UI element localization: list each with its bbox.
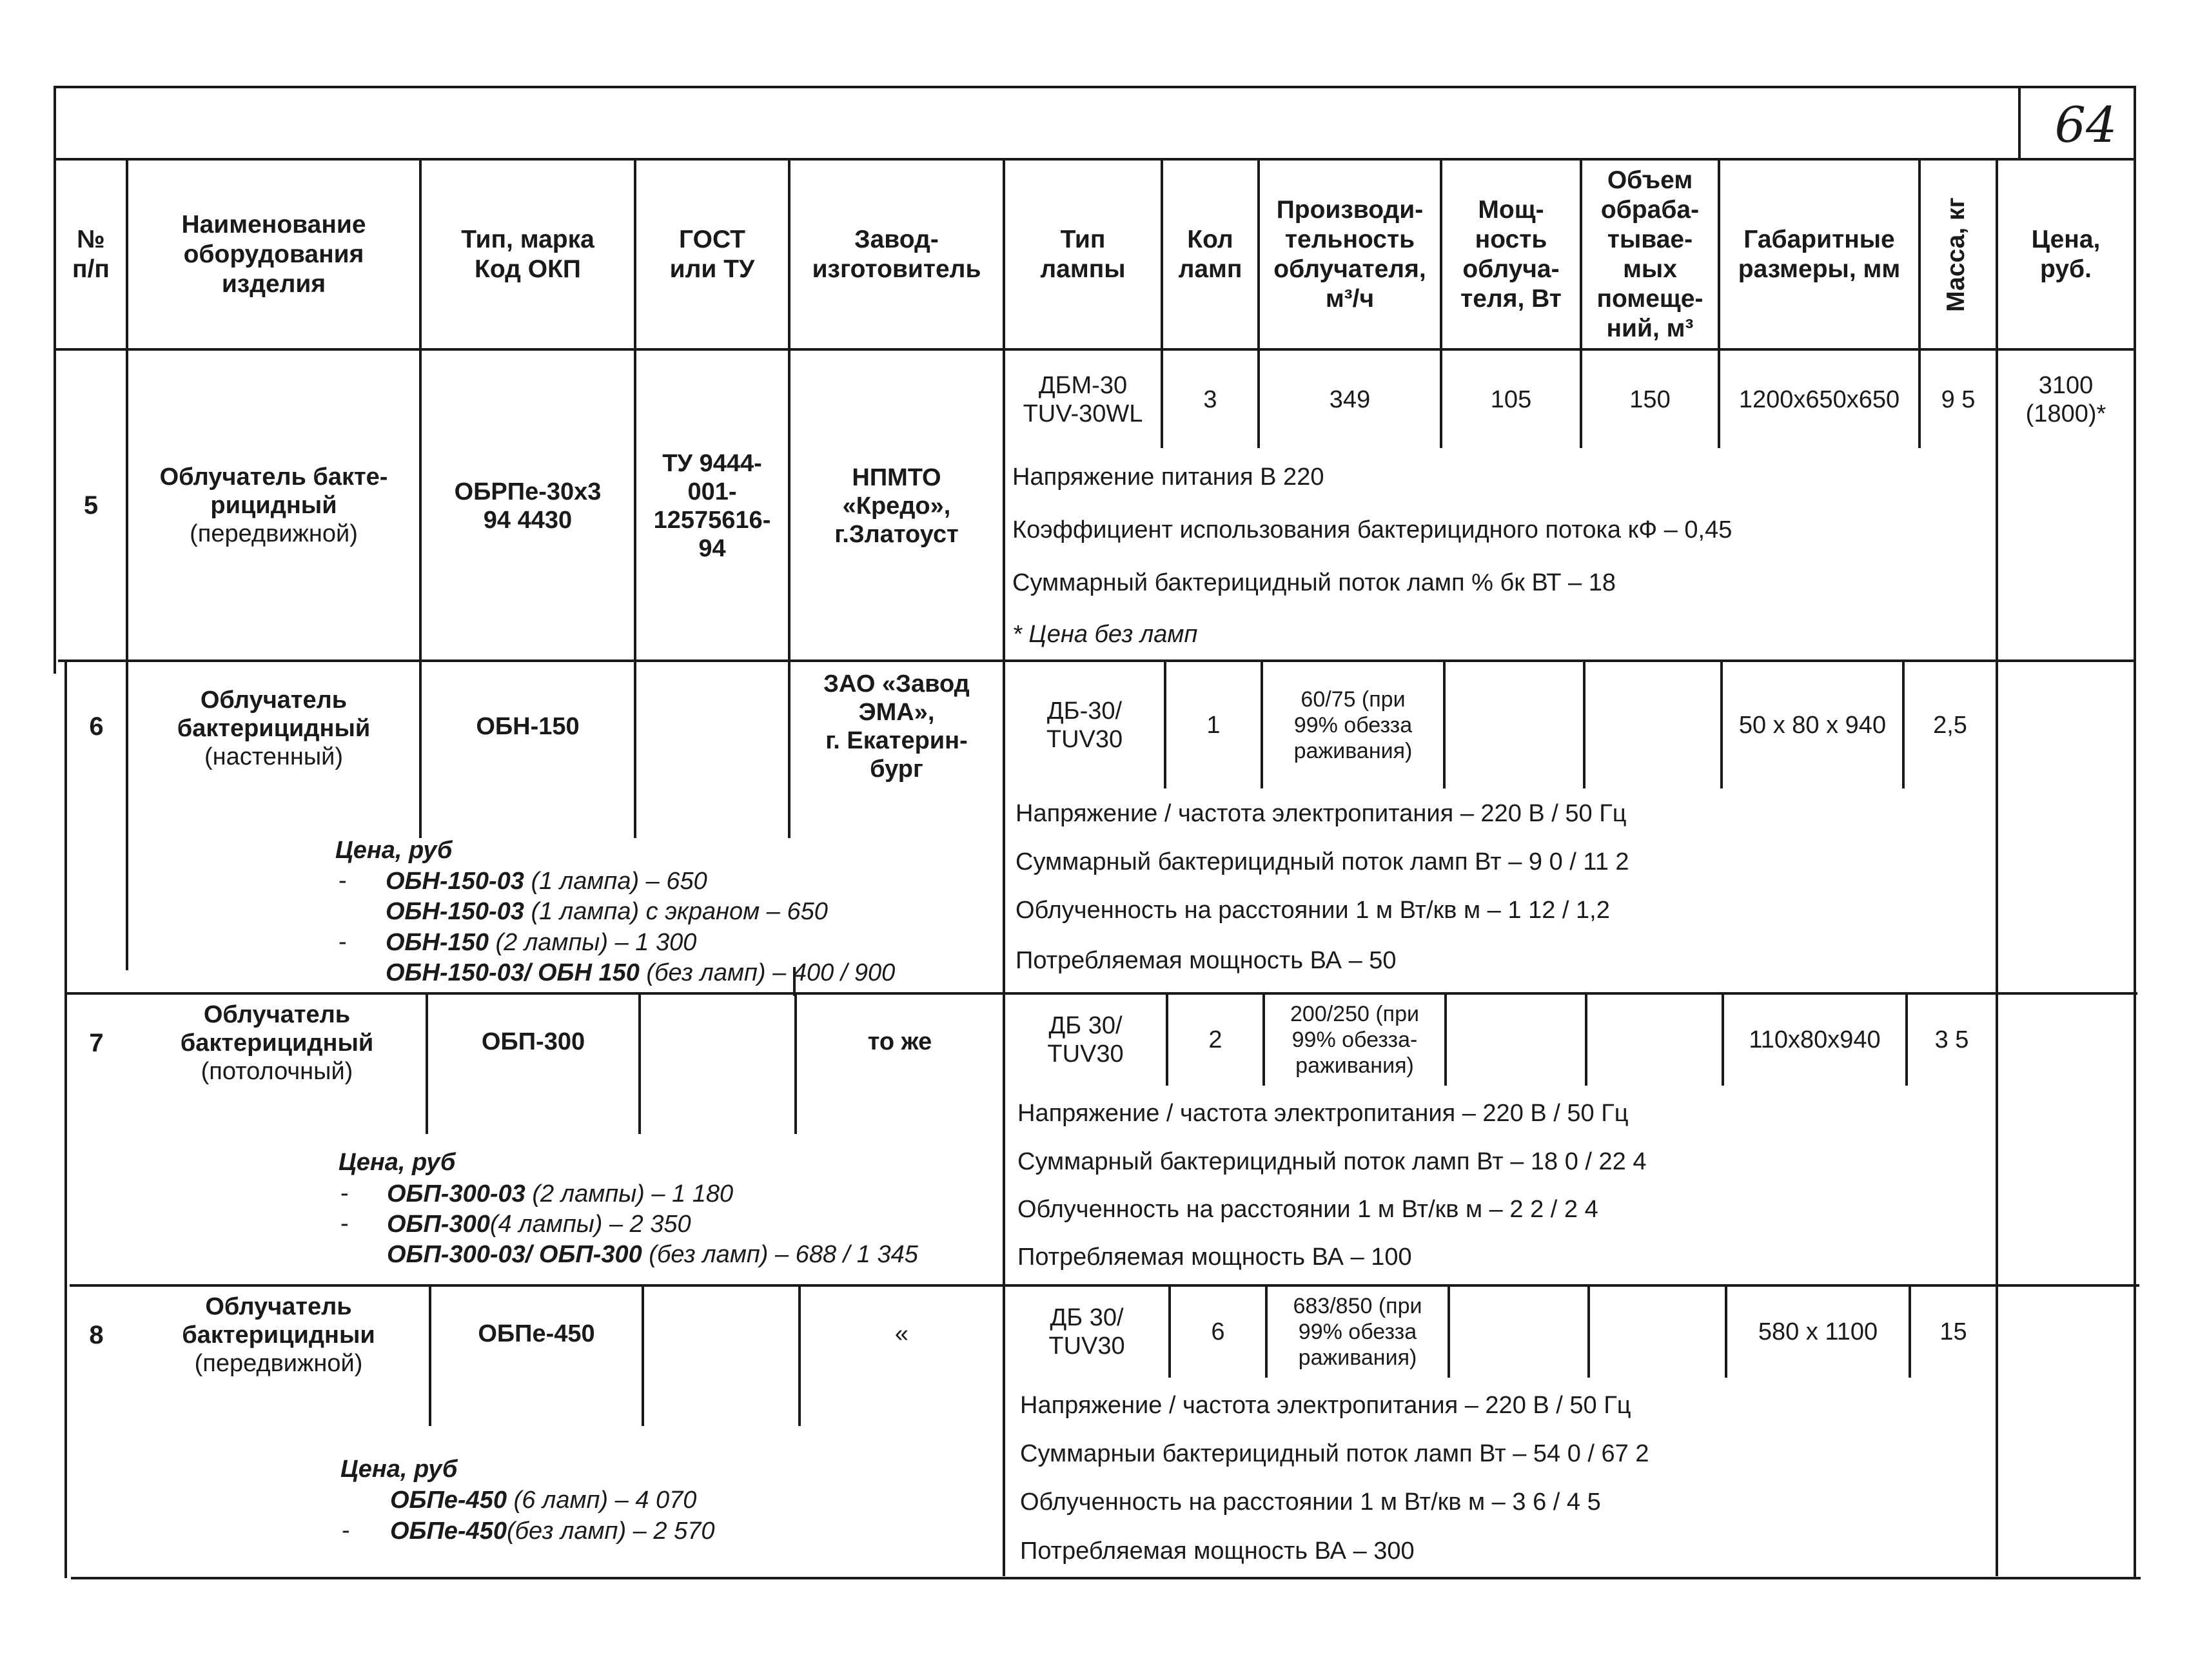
item-name-main: Облучатель бактерицидныи	[182, 1293, 375, 1349]
item-price	[1998, 1287, 2134, 1377]
price-item-rest: (4 лампы) – 2 350	[489, 1211, 691, 1238]
item-dims: 580 х 1100	[1758, 1318, 1878, 1345]
price-item	[386, 867, 707, 895]
price-item-name: ОБП-300	[387, 1211, 490, 1238]
item-gost	[644, 1287, 798, 1380]
price-item-rest: (2 лампы) – 1 180	[525, 1180, 734, 1207]
item-count: 6	[1211, 1318, 1225, 1345]
item-price	[1998, 995, 2134, 1085]
item-name-sub: (настенный)	[204, 743, 344, 770]
item-gost	[636, 662, 788, 791]
price-item	[386, 959, 895, 987]
item-price	[1998, 664, 2134, 786]
item-gost	[641, 995, 794, 1088]
item-perf: 683/850 (при 99% обезза раживания)	[1293, 1294, 1422, 1370]
item-name-sub: (передвижной)	[190, 520, 358, 547]
item-lamp: ДБ 30/ TUV30	[1048, 1304, 1125, 1360]
item-name-main: Облучатель бактерицидный	[177, 687, 371, 742]
item-maker: то же	[867, 1028, 932, 1055]
item-type: ОБРПе-30х3 94 4430	[454, 478, 602, 534]
header-count: Кол ламп	[1178, 225, 1242, 283]
spec-line: Облученность на расстоянии 1 м Вт/кв м – 3 6 / 4 5	[1020, 1489, 1601, 1516]
item-mass: 2,5	[1933, 712, 1967, 739]
item-name	[128, 670, 419, 786]
price-item-rest: (2 лампы) – 1 300	[488, 929, 697, 956]
spec-line: Потребляемая мощность ВА – 100	[1017, 1244, 1412, 1271]
item-name	[128, 351, 419, 659]
spec-line: Облученность на расстоянии 1 м Вт/кв м – 2 2 / 2 4	[1017, 1196, 1598, 1223]
spec-line: Напряжение / частота электропитания – 220 В / 50 Гц	[1020, 1392, 1631, 1419]
price-item-name: ОБП-300-03	[387, 1180, 525, 1207]
item-type: ОБПе-450	[478, 1320, 595, 1347]
item-name-sub: (потолочный)	[201, 1058, 353, 1085]
item-volume	[1587, 995, 1722, 1085]
price-item-rest: (6 ламп) – 4 070	[506, 1487, 697, 1514]
item-volume	[1585, 664, 1720, 786]
item-power: 105	[1490, 386, 1532, 413]
price-dash: -	[339, 928, 347, 955]
item-volume	[1590, 1287, 1725, 1377]
price-item	[387, 1240, 918, 1269]
price-item-name: ОБН-150	[386, 929, 489, 956]
price-dash: -	[339, 867, 347, 894]
spec-line: Суммарный бактерицидный поток ламп Вт – 9 0 / 11 2	[1016, 848, 1629, 875]
item-type: ОБН-150	[476, 713, 580, 740]
item-mass: 15	[1939, 1318, 1967, 1345]
item-perf: 200/250 (при 99% обезза- раживания)	[1290, 1002, 1419, 1078]
item-name-main: Облучатель бактерицидный	[180, 1001, 374, 1057]
item-power	[1446, 664, 1583, 786]
row-number: 5	[83, 491, 99, 520]
price-item-name: ОБН-150-03	[386, 868, 524, 895]
price-item-name: ОБН-150-03/ ОБН 150	[386, 959, 640, 986]
item-name	[128, 1287, 429, 1383]
price-item-rest: (без ламп) – 400 / 900	[639, 959, 896, 986]
price-title: Цена, руб	[335, 837, 453, 864]
price-dash: -	[340, 1210, 349, 1237]
item-count: 2	[1208, 1026, 1222, 1053]
item-count: 3	[1203, 386, 1217, 413]
header-volume: Объем обраба- тывае- мых помеще- ний, м³	[1596, 166, 1703, 342]
item-power	[1450, 1287, 1587, 1377]
price-item-name: ОБПе-450	[390, 1487, 507, 1514]
spec-line: Напряжение питания В 220	[1012, 464, 1324, 491]
spec-line: Напряжение / частота электропитания – 220 В / 50 Гц	[1017, 1100, 1629, 1127]
header-num: № п/п	[72, 225, 110, 283]
header-type: Тип, марка Код ОКП	[461, 225, 594, 283]
price-item-rest: (1 лампа) – 650	[524, 868, 707, 895]
item-lamp: ДБ 30/ TUV30	[1047, 1012, 1124, 1068]
header-dims: Габаритные размеры, мм	[1738, 225, 1901, 283]
header-lamp: Тип лампы	[1040, 225, 1126, 283]
item-maker: «	[894, 1320, 909, 1347]
price-item	[386, 928, 696, 957]
spec-line: Суммарныи бактерицидный поток ламп Вт – 54 0 / 67 2	[1020, 1440, 1649, 1467]
spec-line: Суммарный бактерицидный поток ламп % бк ВТ – 18	[1012, 569, 1616, 596]
header-maker: Завод- изготовитель	[812, 225, 981, 283]
price-item-rest: (1 лампа) с экраном – 650	[524, 898, 828, 925]
spec-line: Напряжение / частота электропитания – 220 В / 50 Гц	[1016, 800, 1627, 827]
row-number: 7	[89, 1029, 104, 1057]
price-item-name: ОБП-300-03/ ОБП-300	[387, 1241, 642, 1268]
item-name-main: Облучатель бакте- рицидный	[159, 463, 388, 519]
item-count: 1	[1206, 712, 1221, 739]
item-dims: 50 х 80 х 940	[1738, 712, 1887, 739]
item-lamp: ДБ-30/ TUV30	[1046, 698, 1123, 753]
header-name: Наименование оборудования изделия	[181, 210, 366, 298]
item-power	[1447, 995, 1585, 1085]
price-item	[387, 1180, 733, 1208]
item-mass: 9 5	[1941, 386, 1976, 413]
header-perf: Производи- тельность облучателя, м³/ч	[1273, 195, 1426, 313]
item-maker: ЗАО «Завод ЭМА», г. Екатерин- бург	[823, 670, 970, 783]
price-dash: -	[340, 1180, 349, 1207]
header-gost: ГОСТ или ТУ	[669, 225, 755, 283]
item-lamp: ДБМ-30 TUV-30WL	[1023, 372, 1143, 427]
item-name-sub: (передвижной)	[194, 1350, 363, 1377]
price-item	[390, 1517, 714, 1545]
header-price: Цена, руб.	[2031, 225, 2101, 283]
price-dash: -	[342, 1517, 350, 1544]
item-name	[128, 995, 426, 1091]
price-item	[387, 1210, 691, 1238]
item-dims: 110х80х940	[1749, 1026, 1881, 1053]
spec-line: Потребляемая мощность ВА – 50	[1016, 947, 1397, 974]
item-gost: ТУ 9444- 001- 12575616- 94	[653, 450, 771, 562]
price-item	[386, 897, 828, 926]
item-mass: 3 5	[1934, 1026, 1969, 1053]
header-power: Мощ- ность облуча- теля, Вт	[1460, 195, 1562, 313]
spec-line: Коэффициент использования бактерицидного потока кФ – 0,45	[1012, 516, 1733, 543]
price-item-rest: (без ламп) – 2 570	[506, 1518, 715, 1545]
item-price: 3100 (1800)*	[2025, 372, 2106, 427]
spec-line: Суммарный бактерицидный поток ламп Вт – 18 0 / 22 4	[1017, 1148, 1647, 1175]
spec-line: Облученность на расстоянии 1 м Вт/кв м – 1 12 / 1,2	[1016, 897, 1610, 924]
price-item-name: ОБН-150-03	[386, 898, 524, 925]
spec-line: Потребляемая мощность ВА – 300	[1020, 1538, 1415, 1565]
price-item-name: ОБПе-450	[390, 1518, 507, 1545]
price-title: Цена, руб	[340, 1456, 458, 1483]
price-title: Цена, руб	[339, 1149, 456, 1176]
header-mass: Масса, кг	[1942, 197, 1970, 312]
item-perf: 349	[1329, 386, 1371, 413]
page-number: 64	[2054, 95, 2117, 153]
item-maker: НПМТО «Кредо», г.Златоуст	[834, 464, 959, 548]
price-note: * Цена без ламп	[1012, 621, 1198, 648]
row-number: 8	[89, 1321, 104, 1349]
item-perf: 60/75 (при 99% обезза раживания)	[1293, 687, 1413, 763]
item-type: ОБП-300	[481, 1028, 585, 1055]
item-dims: 1200х650х650	[1738, 386, 1900, 413]
price-item-rest: (без ламп) – 688 / 1 345	[642, 1241, 918, 1268]
item-volume: 150	[1629, 386, 1671, 413]
price-item	[390, 1486, 696, 1514]
row-number: 6	[89, 712, 104, 741]
